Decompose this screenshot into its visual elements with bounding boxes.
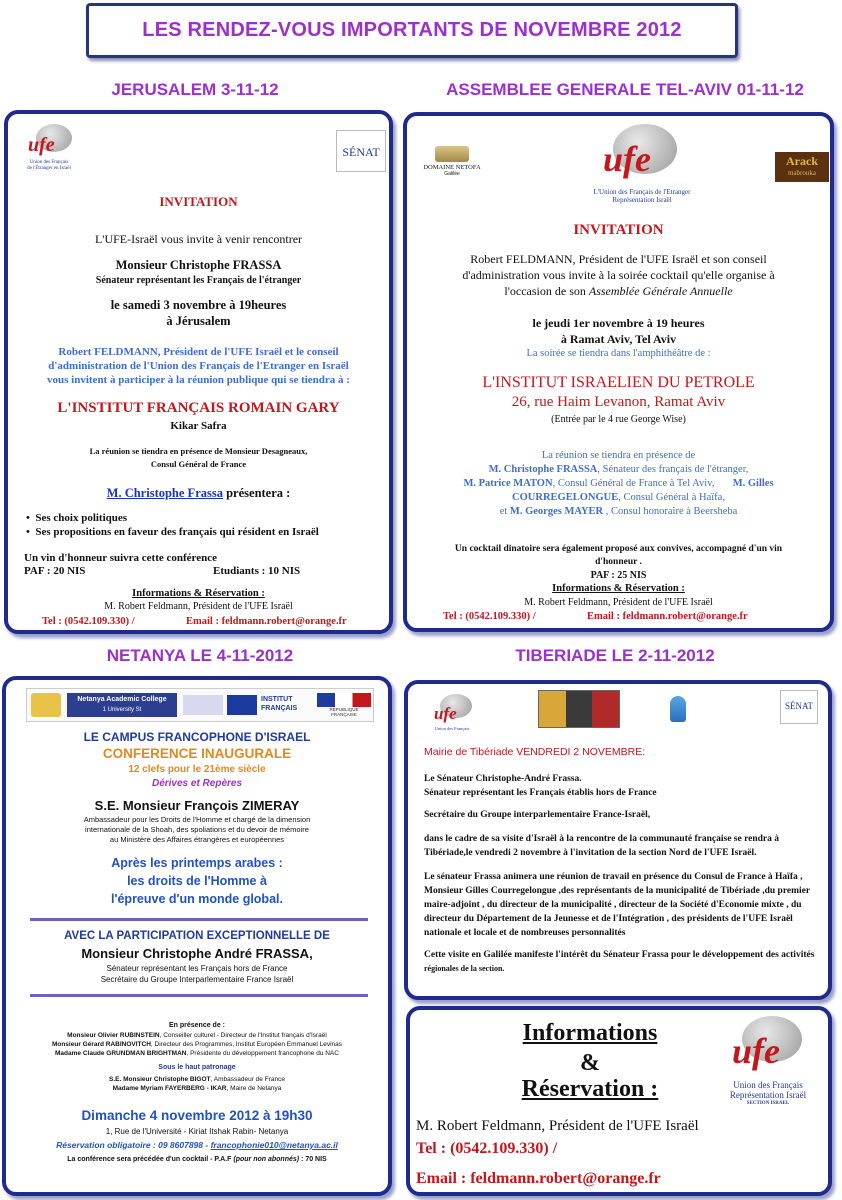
partner-logo-icon: [670, 696, 686, 722]
frassa-link[interactable]: M. Christophe Frassa: [106, 486, 223, 500]
jer-tel: Tel : (0542.109.330) /: [42, 616, 135, 627]
tlv-reunion5: [407, 506, 830, 517]
net-fayerberg-role: , Maire de Netanya: [226, 1085, 282, 1092]
netofa-logo: [417, 146, 487, 177]
ufe-logo-info1: Union des Français: [733, 1080, 803, 1090]
nac-name: Netanya Academic College: [77, 696, 167, 703]
info-tel: Tel : (0542.109.330) /: [416, 1140, 558, 1157]
divider-top: [30, 918, 368, 921]
tlv-reunion2: [407, 464, 830, 475]
tlv-place: à Ramat Aviv, Tel Aviv: [560, 332, 677, 346]
emblem-icon: [592, 691, 619, 727]
jer-info-title: Informations & Réservation :: [132, 588, 265, 599]
jer-reunion2: Consul Général de France: [150, 459, 247, 469]
net-zimeray: S.E. Monsieur François ZIMERAY: [94, 798, 300, 813]
net-clefs: 12 clefs pour le 21ème siècle: [128, 764, 266, 775]
net-precedee: [6, 1156, 388, 1163]
net-address: 1, Rue de l'Université - Kiriat Itshak Rabin- Netanya: [105, 1127, 289, 1136]
ufe-logo-large: [567, 122, 717, 202]
tlv-info-title: Informations & Réservation :: [552, 583, 685, 594]
net-patron2: [6, 1085, 388, 1092]
jer-bullet1: • Ses choix politiques: [26, 512, 128, 524]
info-ampersand: &: [580, 1050, 600, 1076]
info-name: M. Robert Feldmann, Président de l'UFE Israël: [416, 1118, 699, 1134]
jer-para1: Robert FELDMANN, Président de l'UFE Israël et le conseil: [58, 346, 339, 358]
jer-line4: le samedi 3 novembre à 19heures: [110, 298, 287, 312]
net-haut-patronage: Sous le haut patronage: [158, 1064, 236, 1071]
arack-name: Arack: [786, 154, 818, 168]
info-reservation: Réservation :: [521, 1076, 659, 1102]
net-campus: LE CAMPUS FRANCOPHONE D'ISRAEL: [83, 730, 311, 744]
net-presence1: [6, 1032, 388, 1039]
ufe-logo-full1: L'Union des Français de l'Etranger: [593, 188, 691, 196]
net-precedee-a: La conférence sera précédée d'un cocktail - P.A.F: [67, 1156, 234, 1163]
net-precedee-b: (pour non abonnés): [233, 1156, 300, 1163]
ufe-logo-word: ufe: [28, 134, 55, 156]
tlv-mayer: M. Georges MAYER: [509, 506, 604, 517]
jer-line1: L'UFE-Israël vous invite à venir rencontrer: [94, 232, 303, 246]
ufe-logo-small: [422, 692, 482, 738]
jer-bullet2-text: Ses propositions en faveur des français qui résident en Israël: [35, 526, 319, 538]
ufe-logo-sub2: de l'Etranger en Israël: [27, 166, 71, 171]
tlv-venue3: (Entrée par le 4 rue George Wise): [551, 414, 686, 425]
ufe-logo: [14, 120, 84, 180]
net-en-presence: En présence de :: [168, 1022, 226, 1029]
emblem-icon: [566, 691, 593, 727]
jer-invitation: INVITATION: [159, 194, 238, 209]
net-ambassadeur2: internationale de la Shoah, des spoliations et du devoir de mémoire: [85, 825, 309, 834]
panel-telaviv: [403, 112, 834, 632]
net-presence3: [6, 1050, 388, 1057]
ufe-logo-word: ufe: [434, 704, 457, 723]
net-date: Dimanche 4 novembre 2012 à 19h30: [81, 1108, 313, 1123]
net-conference: CONFERENCE INAUGURALE: [102, 746, 292, 761]
net-theme1: Après les printemps arabes :: [111, 856, 283, 870]
tlv-venue2: 26, rue Haim Levanon, Ramat Aviv: [511, 394, 726, 410]
tib-line1: Le Sénateur Christophe-André Frassa.: [424, 774, 582, 784]
tlv-reunion4: [407, 492, 830, 503]
tlv-reunion1: La réunion se tiendra en présence de: [541, 450, 696, 461]
section-title-jerusalem: JERUSALEM 3-11-12: [111, 80, 279, 99]
net-rabinovitch: Monsieur Gérard RABINOVITCH: [51, 1041, 151, 1048]
section-title-tiberiade: TIBERIADE LE 2-11-2012: [515, 646, 715, 665]
ufe-logo-sub1: Union des Français: [29, 160, 69, 165]
banner-title: LES RENDEZ-VOUS IMPORTANTS DE NOVEMBRE 2012: [142, 19, 682, 41]
net-patron1: [6, 1076, 388, 1083]
tib-line6: Le sénateur Frassa animera une réunion de travail en présence du Consul de France à Haïfa ,: [424, 872, 803, 882]
tlv-frassa: M. Christophe FRASSA: [488, 464, 598, 475]
tlv-mayer-role: , Consul honoraire à Beersheba: [603, 506, 738, 517]
french-flag-icon: [317, 693, 371, 707]
jer-para3: vous invitent à participer à la réunion publique qui se tiendra à :: [47, 374, 350, 386]
tlv-tel: Tel : (0542.109.330) /: [443, 611, 536, 622]
rf-logo: [317, 693, 371, 719]
jer-bullet2: • Ses propositions en faveur des français qui résident en Israël: [26, 526, 319, 538]
section-title-telaviv: ASSEMBLEE GENERALE TEL-AVIV 01-11-12: [446, 80, 804, 99]
jer-line5: à Jérusalem: [166, 314, 231, 328]
tib-line7: Monsieur Gilles Courregelongue ,des représentants de la municipalité de Tibériade ,du premier: [424, 886, 811, 896]
tlv-invitation: INVITATION: [573, 222, 664, 238]
tib-line10: nationale et locale et de nombreuses personnalités: [424, 928, 626, 938]
net-theme3: l'épreuve d'un monde global.: [111, 892, 283, 906]
net-reservation-text: Réservation obligatoire : 09 8607898 -: [56, 1140, 211, 1150]
net-rabinovitch-role: , Directeur des Programmes, Institut Européen Emmanuel Levinas: [150, 1041, 343, 1048]
jer-venue: L'INSTITUT FRANÇAIS ROMAIN GARY: [57, 400, 340, 416]
jer-para2: d'administration de l'Union des Français de l'Etranger en Israël: [48, 360, 349, 372]
partner-logo-icon: [227, 695, 257, 715]
netofa-sub: Galilée: [444, 171, 460, 177]
net-bigot: S.E. Monsieur Christophe BIGOT: [109, 1076, 211, 1083]
jer-bullet1-text: Ses choix politiques: [35, 512, 128, 524]
net-grundman: Madame Claude GRUNDMAN BRIGHTMAN: [55, 1050, 187, 1057]
page-banner: [86, 3, 738, 58]
net-ambassadeur3: au Ministère des Affaires étrangères et européennes: [109, 835, 285, 844]
jer-info-name: M. Robert Feldmann, Président de l'UFE Israël: [104, 601, 293, 612]
tlv-reunion3: [407, 478, 830, 489]
nac-sub: 1 University St: [102, 707, 142, 713]
levinas-logo-icon: [183, 695, 223, 715]
ufe-logo-info2: Représentation Israël: [729, 1090, 807, 1100]
panel-jerusalem: [4, 110, 393, 634]
tlv-gilles: M. Gilles: [732, 478, 774, 489]
info-email[interactable]: Email : feldmann.robert@orange.fr: [416, 1170, 661, 1187]
tlv-frassa-role: , Sénateur des français de l'étranger,: [597, 464, 749, 475]
tib-line2: Sénateur représentant les Français établis hors de France: [424, 788, 657, 798]
tlv-venue: L'INSTITUT ISRAELIEN DU PETROLE: [482, 374, 755, 391]
jer-reunion1: La réunion se tiendra en présence de Monsieur Desagneaux,: [89, 446, 308, 456]
ufe-logo-sub1: Union des Français: [434, 726, 470, 731]
net-rubinstein-role: , Conseiller culturel - Directeur de l'Institut français d'Israël: [159, 1032, 327, 1039]
jer-line2: Monsieur Christophe FRASSA: [115, 258, 282, 272]
tlv-para3: [407, 284, 830, 299]
rf-text: RÉPUBLIQUE FRANÇAISE: [329, 707, 359, 717]
crest-icon: [31, 693, 61, 717]
net-frassa-role2: Secrétaire du Groupe Interparlementaire France Israël: [100, 975, 294, 984]
tiberiade-emblems: [538, 690, 620, 728]
net-bigot-role: , Ambassadeur de France: [210, 1076, 285, 1083]
jer-line3: Sénateur représentant les Français de l'étranger: [95, 275, 302, 286]
senat-logo: SÉNAT: [336, 130, 386, 172]
section-title-netanya: NETANYA LE 4-11-2012: [106, 646, 294, 665]
tlv-courregelongue: COURREGELONGUE: [512, 492, 619, 503]
panel-info: [406, 1006, 832, 1196]
tlv-info-name: M. Robert Feldmann, Président de l'UFE Israël: [524, 597, 713, 608]
tlv-para3-a: l'occasion de son: [504, 284, 589, 298]
nac-logo: [67, 693, 177, 717]
ufe-logo-word: ufe: [732, 1031, 780, 1071]
jer-presentera: [8, 486, 389, 501]
tlv-cocktail1: Un cocktail dinatoire sera également proposé aux convives, accompagné d'un vin: [454, 544, 783, 554]
tlv-para1: Robert FELDMANN, Président de l'UFE Israël et son conseil: [470, 252, 767, 266]
net-fayerberg: Madame Myriam FAYERBERG - IKAR: [112, 1085, 227, 1092]
jer-presentera-rest: présentera :: [222, 486, 291, 500]
tib-line8: maire-adjoint , du directeur de la municipalité , directeur de la Société d'Economie mixte , du: [424, 900, 802, 910]
net-avec: AVEC LA PARTICIPATION EXCEPTIONNELLE DE: [64, 930, 330, 942]
tlv-cocktail2: d'honneur .: [595, 557, 642, 567]
arack-logo: [775, 152, 829, 182]
jer-email[interactable]: Email : feldmann.robert@orange.fr: [186, 616, 347, 627]
net-reservation: [6, 1140, 388, 1150]
tib-line9: directeur du Département de la Jeunesse et de l'Intégration , des présidents de l'UFE Israël: [424, 914, 793, 924]
tlv-paf: PAF : 25 NIS: [590, 570, 647, 581]
tib-line11: Cette visite en Galilée manifeste l'intérêt du Sénateur Frassa pour le développement des activités: [424, 950, 815, 960]
jer-etudiants: Etudiants : 10 NIS: [213, 565, 301, 577]
net-theme2: les droits de l'Homme à: [127, 874, 267, 888]
tib-line4: dans le cadre de sa visite d'Israël à la rencontre de la communauté française se rendra à: [424, 834, 779, 844]
net-reservation-email[interactable]: francophonie010@netanya.ac.il: [210, 1140, 338, 1150]
ufe-logo-full2: Représentation Israël: [612, 196, 672, 204]
jer-vin: Un vin d'honneur suivra cette conférence: [24, 552, 217, 564]
netofa-name: DOMAINE NETOFA: [423, 164, 481, 171]
netanya-logo-strip: [26, 688, 374, 722]
tlv-et: et: [499, 506, 510, 517]
jer-paf: PAF : 20 NIS: [24, 565, 86, 577]
senat-logo: SÉNAT: [780, 690, 818, 724]
divider-bottom: [30, 994, 368, 997]
institut-logo: INSTITUT FRANÇAIS: [261, 696, 298, 712]
net-presence2: [6, 1041, 388, 1048]
tib-line12: régionales de la section.: [424, 964, 505, 973]
tlv-email[interactable]: Email : feldmann.robert@orange.fr: [587, 611, 748, 622]
tib-line3: Secrétaire du Groupe interparlementaire France-Israël,: [424, 810, 651, 820]
panel-netanya: [2, 676, 392, 1196]
tlv-amphi: La soirée se tiendra dans l'amphithéâtre de :: [526, 348, 711, 359]
net-derives: Dérives et Repères: [151, 778, 243, 789]
tlv-courregelongue-role: , Consul Général à Haïfa,: [618, 492, 725, 503]
emblem-icon: [539, 691, 566, 727]
tlv-maton-role: , Consul Général de France à Tel Aviv,: [552, 478, 715, 489]
tib-mairie: Mairie de Tibériade VENDREDI 2 NOVEMBRE:: [424, 746, 646, 758]
ufe-logo-word: ufe: [603, 139, 651, 179]
tib-line5: Tibériade,le vendredi 2 novembre à l'invitation de la section Nord de l'UFE Israël.: [424, 848, 757, 858]
net-frassa-role1: Sénateur représentant les Français hors de France: [106, 964, 288, 973]
net-frassa: Monsieur Christophe André FRASSA,: [81, 946, 313, 961]
net-rubinstein: Monsieur Olivier RUBINSTEIN: [67, 1032, 160, 1039]
jer-venue2: Kikar Safra: [170, 420, 227, 432]
tlv-date: le jeudi 1er novembre à 19 heures: [532, 316, 705, 330]
ufe-logo-info3: SECTION ISRAEL: [746, 1101, 790, 1106]
tlv-para2: d'administration vous invite à la soirée cocktail qu'elle organise à: [462, 268, 775, 282]
info-title: Informations: [522, 1020, 658, 1046]
arack-sub: mabrouka: [788, 169, 816, 177]
tlv-maton: M. Patrice MATON: [463, 478, 553, 489]
net-ambassadeur1: Ambassadeur pour les Droits de l'Homme et chargé de la dimension: [83, 815, 311, 824]
tlv-para3-b: Assemblée Générale Annuelle: [588, 284, 733, 298]
net-precedee-c: : 70 NIS: [301, 1156, 327, 1163]
net-grundman-role: , Présidente du développement francophone du NAC: [186, 1050, 339, 1057]
panel-tiberiade: [404, 680, 832, 1000]
ufe-logo-info: [706, 1014, 830, 1110]
netofa-emblem-icon: [435, 146, 469, 162]
